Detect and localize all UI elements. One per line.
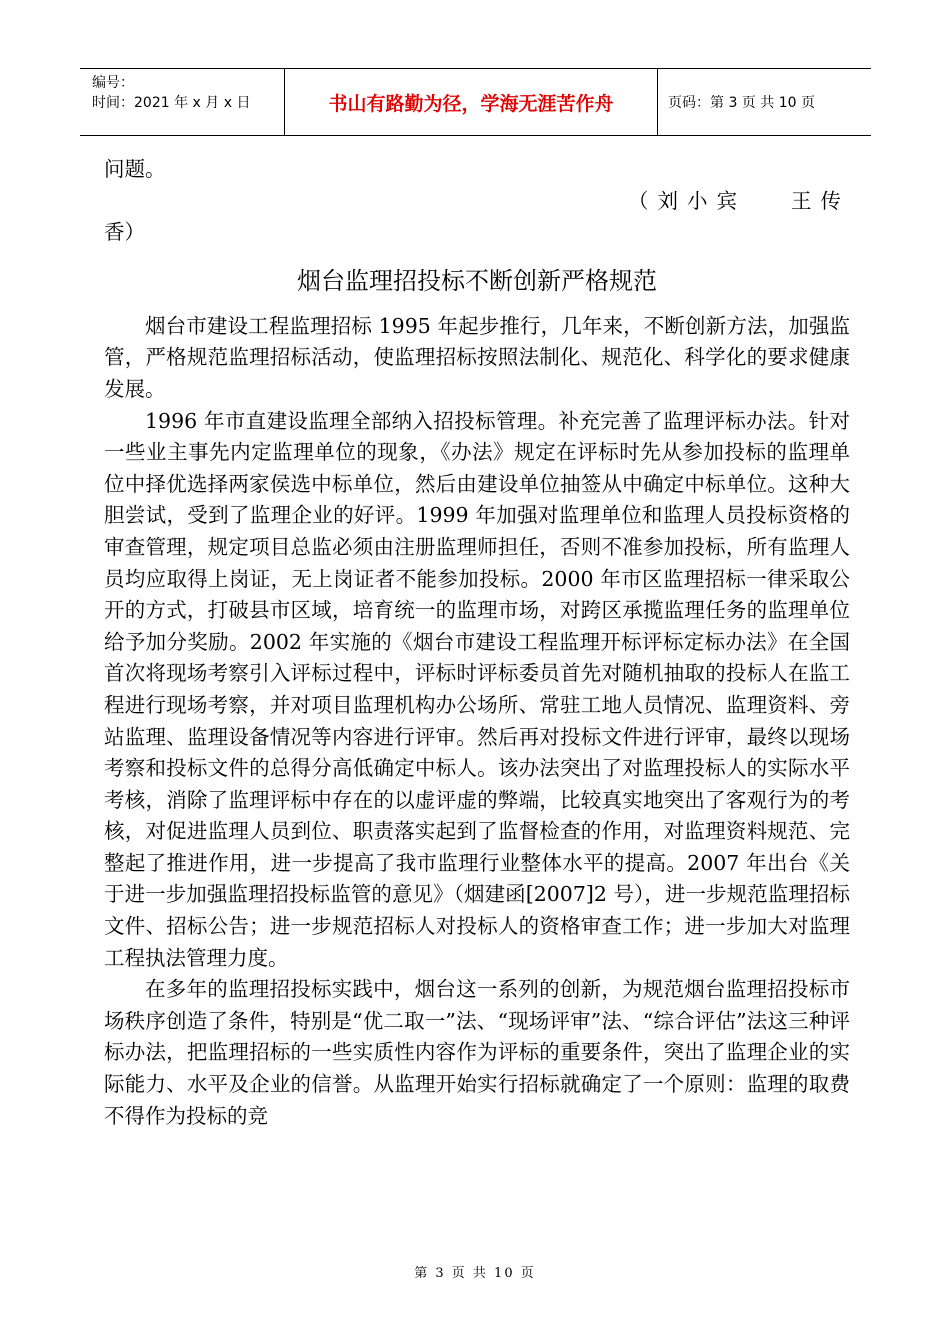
header-meta	[80, 69, 284, 135]
author-line-tail: 香）	[104, 220, 145, 245]
article-paragraph: 1996 年市直建设监理全部纳入招投标管理。补充完善了监理评标办法。针对一些业主事先内定监理单位的现象，《办法》规定在评标时先从参加投标的监理单位中择优选择两家侯选中标单位，然后由建设单位抽签从中确定中标单位。这种大胆尝试，受到了监理企业的好评。1999 年加强对监理单位和监理人员投标资格的审查管理，规定项目总监必须由注册监理师担任，否则不准参加投标，所有监理人员均应取得上岗证，无上岗证者不能参加投标。2000 年市区监理招标一律采取公开的方式，打破县市区域，培育统一的监理市场，对跨区承揽监理任务的监理单位给予加分奖励。2002 年实施的《烟台市建设工程监理开标评标定标办法》在全国首次将现场考察引入评标过程中，评标时评标委员首先对随机抽取的投标人在监工程进行现场考察，并对项目监理机构办公场所、常驻工地人员情况、监理资料、旁站监理、监理设备情况等内容进行评审。然后再对投标文件进行评审，最终以现场考察和投标文件的总得分高低确定中标人。该办法突出了对监理投标人的实际水平考核，消除了监理评标中存在的以虚评虚的弊端，比较真实地突出了客观行为的考核，对促进监理人员到位、职责落实起到了监督检查的作用，对监理资料规范、完整起了推进作用，进一步提高了我市监理行业整体水平的提高。2007 年出台《关于进一步加强监理招投标监管的意见》（烟建函[2007]2 号），进一步规范监理招标文件、招标公告；进一步规范招标人对投标人的资格审查工作；进一步加大对监理工程执法管理力度。	[104, 408, 850, 970]
article-body	[104, 154, 850, 1132]
previous-paragraph-tail: 问题。	[104, 157, 166, 181]
document-header	[80, 68, 871, 136]
page-footer: 第 3 页 共 10 页	[414, 1266, 536, 1281]
article-title: 烟台监理招投标不断创新严格规范	[297, 266, 657, 295]
header-page-info: 页码：第 3 页 共 10 页	[668, 95, 815, 111]
header-motto: 书山有路勤为径，学海无涯苦作舟	[284, 69, 658, 135]
article-paragraph: 烟台市建设工程监理招标 1995 年起步推行，几年来，不断创新方法，加强监管，严格规范监理招标活动，使监理招标按照法制化、规范化、科学化的要求健康发展。	[104, 313, 850, 401]
time-label: 时间：2021 年 x 月 x 日	[92, 95, 251, 111]
author-line: （刘小宾 王传	[627, 188, 850, 213]
number-label: 编号：	[92, 75, 134, 91]
article-paragraph: 在多年的监理招投标实践中，烟台这一系列的创新，为规范烟台监理招投标市场秩序创造了条件，特别是“优二取一”法、“现场评审”法、“综合评估”法这三种评标办法，把监理招标的一些实质性内容作为评标的重要条件，突出了监理企业的实际能力、水平及企业的信誉。从监理开始实行招标就确定了一个原则：监理的取费不得作为投标的竞	[104, 977, 850, 1128]
